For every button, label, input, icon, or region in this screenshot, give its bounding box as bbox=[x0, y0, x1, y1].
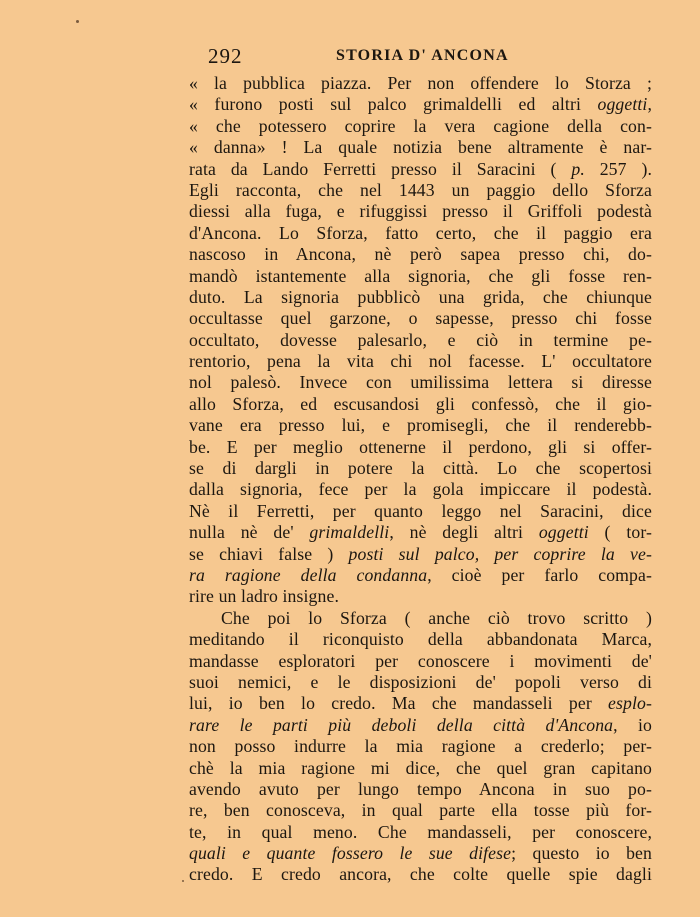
text-run: occultato, dovesse palesarlo, e ciò in termine pe- bbox=[189, 329, 652, 350]
text-run: vane era presso lui, e promisegli, che il renderebb- bbox=[189, 415, 652, 436]
text-run: , bbox=[647, 94, 652, 115]
italic-text: esplo- bbox=[608, 693, 652, 714]
text-line bbox=[189, 437, 652, 458]
page-number: 292 bbox=[208, 44, 243, 68]
text-line bbox=[189, 372, 652, 393]
text-run: chè la mia ragione mi dice, che quel gran capitano bbox=[189, 757, 652, 778]
text-line bbox=[189, 415, 652, 436]
text-line bbox=[189, 223, 652, 244]
text-run: « la pubblica piazza. Per non offendere lo Storza ; bbox=[189, 73, 652, 93]
text-run: nol palesò. Invece con umilissima lettera si diresse bbox=[189, 372, 652, 393]
italic-text: oggetti bbox=[597, 94, 648, 115]
text-line bbox=[189, 73, 652, 94]
text-run: Egli racconta, che nel 1443 un paggio dello Sforza bbox=[189, 179, 652, 200]
text-run: Che poi lo Sforza ( anche ciò trovo scritto ) bbox=[221, 607, 652, 628]
italic-text: p. bbox=[571, 158, 585, 179]
text-line bbox=[189, 693, 652, 714]
text-line bbox=[189, 394, 652, 415]
text-run: dalla signoria, fece per la gola impiccare il podestà. bbox=[189, 479, 652, 500]
text-run: allo Sforza, ed escusandosi gli confessò, che il gio- bbox=[189, 393, 652, 414]
text-run: « danna» ! La quale notizia bene altramente è nar- bbox=[189, 137, 652, 158]
text-run: d'Ancona. Lo Sforza, fatto certo, che il paggio era bbox=[189, 222, 652, 243]
text-run: se di dargli in potere la città. Lo che scopertosi bbox=[189, 458, 652, 479]
text-run: nulla nè de' bbox=[189, 522, 310, 543]
text-run: be. E per meglio ottenerne il perdono, gli si offer- bbox=[189, 436, 652, 457]
text-line bbox=[189, 758, 652, 779]
text-run: ; questo io ben bbox=[511, 843, 652, 864]
text-run: suoi nemici, e le disposizioni de' popoli verso di bbox=[189, 671, 652, 692]
text-line bbox=[189, 159, 652, 180]
text-run: Nè il Ferretti, per quanto leggo nel Saracini, dice bbox=[189, 500, 652, 521]
italic-text: grimaldelli bbox=[309, 522, 390, 543]
text-line bbox=[189, 565, 652, 586]
text-run: occultasse quel garzone, o sapesse, presso chi fosse bbox=[189, 308, 652, 329]
text-run: diessi alla fuga, e rifuggissi presso il Griffoli podestà bbox=[189, 201, 652, 222]
text-line bbox=[189, 351, 652, 372]
italic-text: quali e quante fossero le sue difese bbox=[189, 843, 512, 864]
text-line bbox=[189, 672, 652, 693]
paper-speck bbox=[76, 20, 79, 23]
text-run: rata da Lando Ferretti presso il Saracini ( bbox=[189, 158, 572, 179]
text-run: mandasse esploratori per conoscere i movimenti de' bbox=[189, 650, 652, 671]
body-text bbox=[189, 73, 652, 886]
text-run: nascoso in Ancona, nè però sapea presso chi, do- bbox=[189, 244, 652, 265]
text-line bbox=[189, 501, 652, 522]
text-run: credo. E credo ancora, che colte quelle spie dagli bbox=[189, 864, 652, 885]
text-line bbox=[189, 522, 652, 543]
text-run: duto. La signoria pubblicò una grida, che chiunque bbox=[189, 286, 652, 307]
italic-text: ra ragione della condanna bbox=[189, 564, 428, 585]
text-run: 257 ). bbox=[584, 158, 652, 179]
text-line bbox=[189, 544, 652, 565]
text-line bbox=[189, 822, 652, 843]
text-line bbox=[189, 479, 652, 500]
text-line bbox=[189, 94, 652, 115]
text-run: « che potessero coprire la vera cagione della con- bbox=[189, 115, 652, 136]
text-run: , cioè per farlo compa- bbox=[427, 564, 652, 585]
text-run: re, ben conosceva, in qual parte ella tosse più for- bbox=[189, 800, 652, 821]
text-run: te, in qual meno. Che mandasseli, per conoscere, bbox=[189, 821, 652, 842]
italic-text: oggetti bbox=[538, 522, 589, 543]
text-line bbox=[189, 715, 652, 736]
text-line bbox=[189, 330, 652, 351]
text-line bbox=[189, 586, 652, 607]
text-run: mandò istantemente alla signoria, che gli fosse ren- bbox=[189, 265, 652, 286]
text-line bbox=[189, 864, 652, 885]
text-run: avendo avuto per lungo tempo Ancona in suo po- bbox=[189, 778, 652, 799]
italic-text: rare le parti più deboli della città d'Ancona bbox=[189, 714, 614, 735]
text-run: , nè degli altri bbox=[389, 522, 539, 543]
text-run: se chiavi false ) bbox=[189, 543, 349, 564]
text-run: rire un ladro insigne. bbox=[189, 586, 339, 607]
paper-speck bbox=[182, 880, 184, 882]
text-line bbox=[189, 287, 652, 308]
text-line bbox=[189, 266, 652, 287]
text-line bbox=[189, 201, 652, 222]
text-line bbox=[189, 137, 652, 158]
text-run: ( tor- bbox=[588, 522, 652, 543]
text-run: rentorio, pena la vita chi nol facesse. L' occultatore bbox=[189, 351, 652, 372]
text-line bbox=[189, 779, 652, 800]
running-head bbox=[182, 42, 652, 70]
text-line bbox=[189, 116, 652, 137]
text-line bbox=[189, 651, 652, 672]
text-line bbox=[189, 244, 652, 265]
text-line bbox=[189, 800, 652, 821]
text-line bbox=[189, 629, 652, 650]
text-run: , io bbox=[613, 714, 652, 735]
text-run: non posso indurre la mia ragione a crederlo; per- bbox=[189, 736, 652, 757]
text-line bbox=[189, 736, 652, 757]
text-line bbox=[189, 180, 652, 201]
italic-text: posti sul palco, per coprire la ve- bbox=[348, 543, 652, 564]
text-line bbox=[189, 843, 652, 864]
text-run: lui, io ben lo credo. Ma che mandasseli per bbox=[189, 693, 609, 714]
text-run: « furono posti sul palco grimaldelli ed altri bbox=[189, 94, 598, 115]
text-line bbox=[189, 308, 652, 329]
running-title: STORIA D' ANCONA bbox=[336, 47, 509, 64]
text-run: meditando il riconquisto della abbandonata Marca, bbox=[189, 629, 652, 650]
text-line bbox=[189, 608, 652, 629]
text-line bbox=[189, 458, 652, 479]
